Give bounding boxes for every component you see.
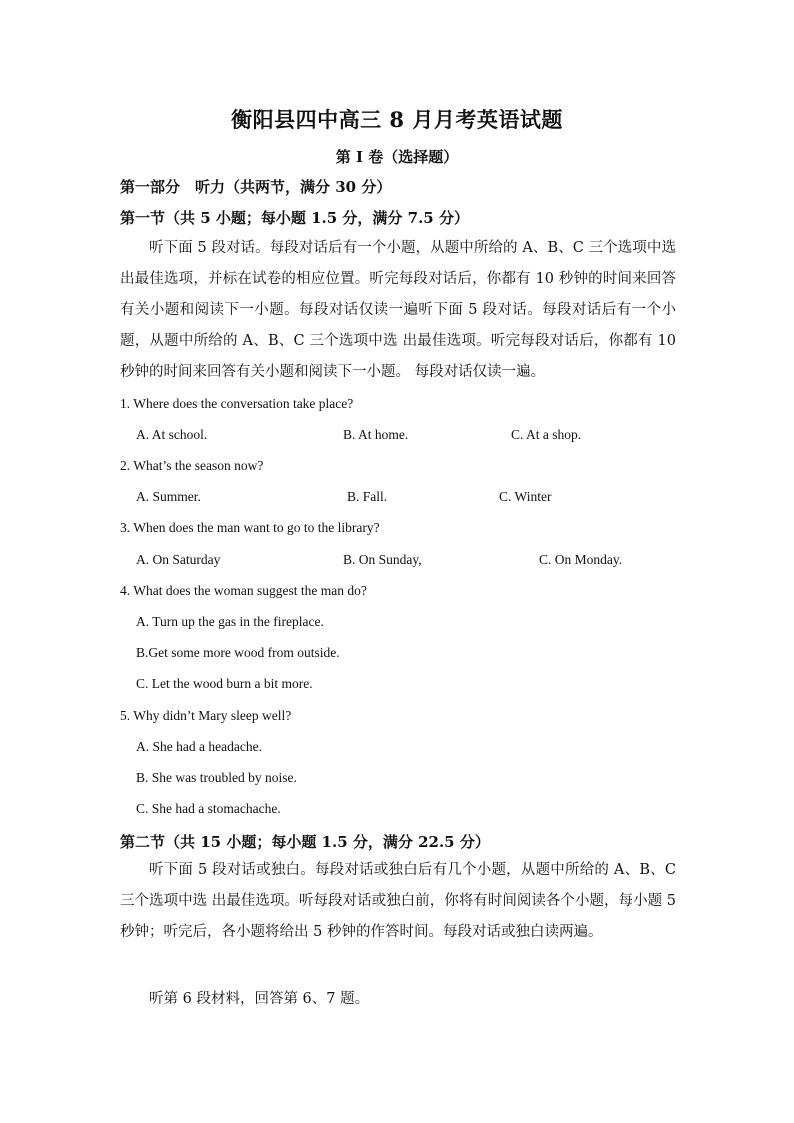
section-heading: 第一节（共 5 小题；每小题 1.5 分，满分 7.5 分） xyxy=(120,209,469,227)
answer-option: A. Summer. xyxy=(136,489,201,504)
answer-option: A. Turn up the gas in the fireplace. xyxy=(136,614,324,629)
answer-option: A. She had a headache. xyxy=(136,739,262,754)
question-stem: 2. What’s the season now? xyxy=(120,458,264,473)
section-heading: 第二节（共 15 小题；每小题 1.5 分，满分 22.5 分） xyxy=(120,833,490,851)
answer-option: B. She was troubled by noise. xyxy=(136,770,297,785)
exam-subtitle: 第 I 卷（选择题） xyxy=(335,148,459,166)
section-instructions: 听下面 5 段对话或独白。每段对话或独白后有几个小题，从题中所给的 A、B、C 三个选项中选 出最佳选项。听每段对话或独白前，你将有时间阅读各个小题，每小题 5 秒钟；听完后，各小题将给出 5 秒钟的作答时间。每段对话或独白读两遍。 xyxy=(120,862,676,940)
exam-title: 衡阳县四中高三 8 月月考英语试题 xyxy=(231,107,563,132)
answer-option: C. Let the wood burn a bit more. xyxy=(136,676,313,691)
answer-option: A. At school. xyxy=(136,427,208,442)
answer-option: B. On Sunday, xyxy=(343,552,422,567)
answer-option: C. Winter xyxy=(499,489,552,504)
question-stem: 5. Why didn’t Mary sleep well? xyxy=(120,708,292,723)
question-stem: 1. Where does the conversation take place? xyxy=(120,396,354,411)
answer-option: C. At a shop. xyxy=(511,427,582,442)
answer-option: C. On Monday. xyxy=(539,552,623,567)
part-heading: 第一部分 听力（共两节，满分 30 分） xyxy=(120,178,392,196)
question-stem: 3. When does the man want to go to the library? xyxy=(120,520,380,535)
section-instructions: 听下面 5 段对话。每段对话后有一个小题，从题中所给的 A、B、C 三个选项中选出最佳选项，并标在试卷的相应位置。听完每段对话后，你都有 10 秒钟的时间来回答有关小题和阅读下一小题。每段对话仅读一遍听下面 5 段对话。每段对话后有一个小题，从题中所给的 A、B、C 三个选项中选 出最佳选项。听完每段对话后，你都有 10 秒钟的时间来回答有关小题和阅读下一小题。 每段对话仅读一遍。 xyxy=(120,240,676,380)
question-stem: 4. What does the woman suggest the man do? xyxy=(120,583,367,598)
material-note: 听第 6 段材料，回答第 6、7 题。 xyxy=(149,991,370,1007)
answer-option: C. She had a stomachache. xyxy=(136,801,281,816)
answer-option: B. Fall. xyxy=(347,489,388,504)
answer-option: B. At home. xyxy=(343,427,409,442)
answer-option: B.Get some more wood from outside. xyxy=(136,645,340,660)
answer-option: A. On Saturday xyxy=(136,552,221,567)
